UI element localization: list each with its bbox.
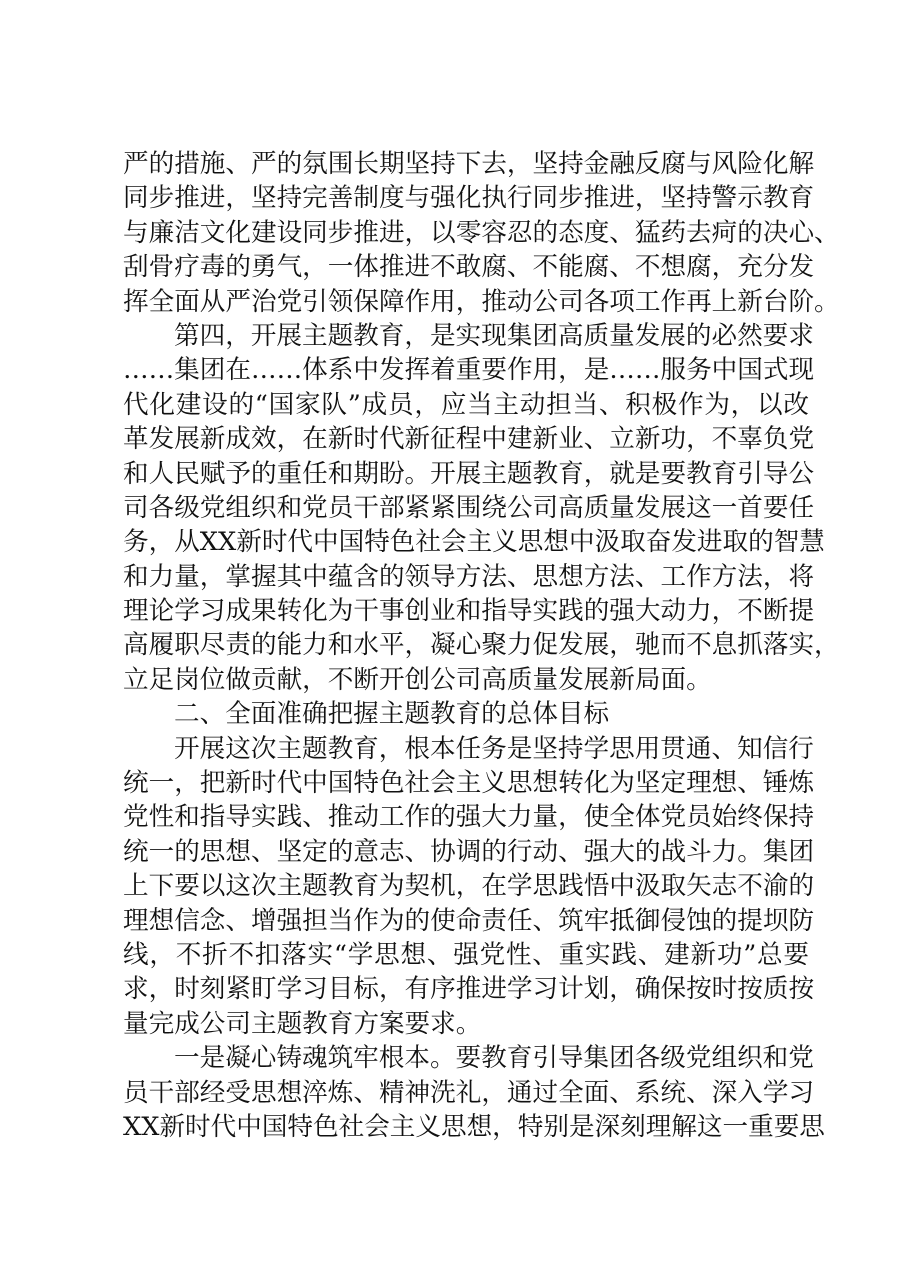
text-line: 理论学习成果转化为干事创业和指导实践的强大动力，不断提 [123, 596, 815, 627]
text-line: 统一，把新时代中国特色社会主义思想转化为坚定理想、锤炼 [123, 768, 815, 799]
text-line: 二、全面准确把握主题教育的总体目标 [174, 699, 610, 730]
text-line: 代化建设的“国家队”成员，应当主动担当、积极作为，以改 [123, 389, 809, 420]
text-line: 量完成公司主题教育方案要求。 [123, 1008, 482, 1039]
text-line: 同步推进，坚持完善制度与强化执行同步推进，坚持警示教育 [123, 183, 815, 214]
text-line: 挥全面从严治党引领保障作用，推动公司各项工作再上新台阶。 [123, 286, 840, 317]
text-line: 第四，开展主题教育，是实现集团高质量发展的必然要求 [174, 320, 814, 351]
text-line: 理想信念、增强担当作为的使命责任、筑牢抵御侵蚀的提坝防 [123, 905, 815, 936]
text-line: 和人民赋予的重任和期盼。开展主题教育，就是要教育引导公 [123, 458, 815, 489]
text-line: 刮骨疗毒的勇气，一体推进不敢腐、不能腐、不想腐，充分发 [123, 252, 815, 283]
text-line: 严的措施、严的氛围长期坚持下去，坚持金融反腐与风险化解 [123, 149, 815, 179]
text-line: 司各级党组织和党员干部紧紧围绕公司高质量发展这一首要任 [123, 492, 815, 523]
text-line: 高履职尽责的能力和水平，凝心聚力促发展，驰而不息抓落实， [123, 630, 840, 661]
text-line: 统一的思想、坚定的意志、协调的行动、强大的战斗力。集团 [123, 836, 815, 867]
document-body [123, 147, 840, 1144]
text-line: 革发展新成效，在新时代新征程中建新业、立新功，不辜负党 [123, 424, 815, 455]
text-line: 务，从XX新时代中国特色社会主义思想中汲取奋发进取的智慧 [123, 527, 825, 558]
text-line: 员干部经受思想淬炼、精神洗礼，通过全面、系统、深入学习 [123, 1077, 815, 1108]
text-line: XX新时代中国特色社会主义思想，特别是深刻理解这一重要思 [123, 1111, 825, 1142]
text-line: 与廉洁文化建设同步推进，以零容忍的态度、猛药去疴的决心、 [123, 217, 840, 248]
text-line: 一是凝心铸魂筑牢根本。要教育引导集团各级党组织和党 [174, 1043, 814, 1074]
text-line: 党性和指导实践、推动工作的强大力量，使全体党员始终保持 [123, 802, 815, 833]
text-line: 开展这次主题教育，根本任务是坚持学思用贯通、知信行 [174, 733, 814, 764]
text-line: 求，时刻紧盯学习目标，有序推进学习计划，确保按时按质按 [123, 974, 815, 1005]
text-line: 立足岗位做贡献，不断开创公司高质量发展新局面。 [123, 664, 712, 695]
text-line: 上下要以这次主题教育为契机，在学思践悟中汲取矢志不渝的 [123, 871, 815, 902]
text-line: ……集团在……体系中发挥着重要作用，是……服务中国式现 [123, 355, 815, 386]
text-line: 和力量，掌握其中蕴含的领导方法、思想方法、工作方法，将 [123, 561, 815, 592]
text-line: 线，不折不扣落实“学思想、强党性、重实践、建新功”总要 [123, 939, 809, 970]
